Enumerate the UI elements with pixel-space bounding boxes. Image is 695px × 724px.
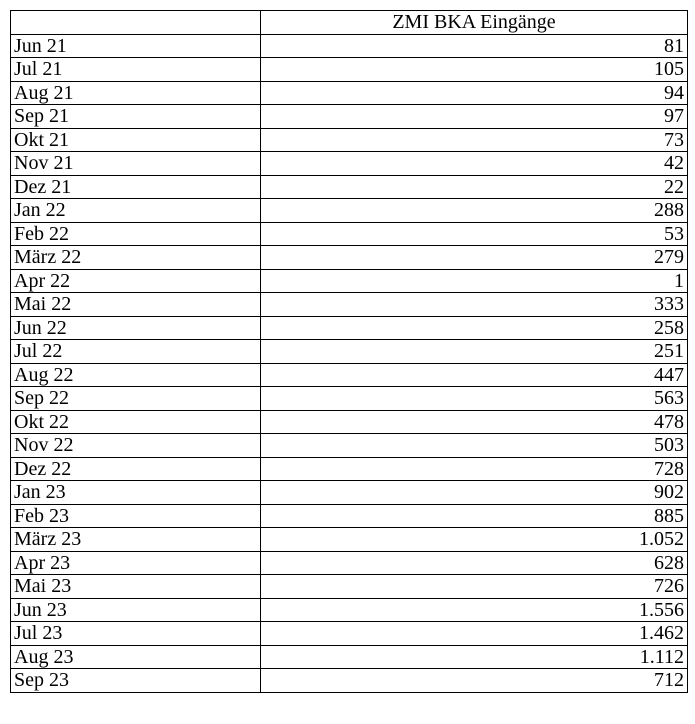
value-cell: 42 xyxy=(261,152,688,176)
value-cell: 563 xyxy=(261,387,688,411)
month-cell: Jun 22 xyxy=(11,316,261,340)
table-header-row xyxy=(11,11,688,35)
header-value-cell: ZMI BKA Eingänge xyxy=(261,11,688,35)
value-cell: 1.462 xyxy=(261,622,688,646)
value-cell: 1.112 xyxy=(261,645,688,669)
table-row xyxy=(11,363,688,387)
value-cell: 81 xyxy=(261,34,688,58)
month-cell: Jun 23 xyxy=(11,598,261,622)
table-row xyxy=(11,152,688,176)
month-cell: Sep 21 xyxy=(11,105,261,129)
value-cell: 712 xyxy=(261,669,688,693)
table-row xyxy=(11,269,688,293)
value-cell: 73 xyxy=(261,128,688,152)
table-row xyxy=(11,622,688,646)
table-row xyxy=(11,669,688,693)
value-cell: 94 xyxy=(261,81,688,105)
month-cell: März 23 xyxy=(11,528,261,552)
value-cell: 503 xyxy=(261,434,688,458)
month-cell: Apr 23 xyxy=(11,551,261,575)
month-cell: Aug 21 xyxy=(11,81,261,105)
value-cell: 728 xyxy=(261,457,688,481)
value-cell: 97 xyxy=(261,105,688,129)
table-row xyxy=(11,199,688,223)
table-row xyxy=(11,128,688,152)
value-cell: 53 xyxy=(261,222,688,246)
table-row xyxy=(11,575,688,599)
table-row xyxy=(11,81,688,105)
table-row xyxy=(11,551,688,575)
table-row xyxy=(11,481,688,505)
table-row xyxy=(11,340,688,364)
table-row xyxy=(11,316,688,340)
value-cell: 22 xyxy=(261,175,688,199)
table-row xyxy=(11,175,688,199)
value-cell: 279 xyxy=(261,246,688,270)
month-cell: Okt 21 xyxy=(11,128,261,152)
value-cell: 288 xyxy=(261,199,688,223)
table-row xyxy=(11,246,688,270)
value-cell: 1.556 xyxy=(261,598,688,622)
month-cell: Dez 22 xyxy=(11,457,261,481)
table-row xyxy=(11,222,688,246)
table-row xyxy=(11,387,688,411)
value-cell: 1 xyxy=(261,269,688,293)
month-cell: Aug 23 xyxy=(11,645,261,669)
month-cell: März 22 xyxy=(11,246,261,270)
month-cell: Jan 23 xyxy=(11,481,261,505)
month-cell: Apr 22 xyxy=(11,269,261,293)
table-row xyxy=(11,410,688,434)
value-cell: 726 xyxy=(261,575,688,599)
table-row xyxy=(11,293,688,317)
value-cell: 902 xyxy=(261,481,688,505)
month-cell: Sep 23 xyxy=(11,669,261,693)
month-cell: Dez 21 xyxy=(11,175,261,199)
month-cell: Jun 21 xyxy=(11,34,261,58)
value-cell: 333 xyxy=(261,293,688,317)
month-cell: Mai 22 xyxy=(11,293,261,317)
month-cell: Okt 22 xyxy=(11,410,261,434)
table-row xyxy=(11,528,688,552)
table-row xyxy=(11,457,688,481)
table-row xyxy=(11,598,688,622)
month-cell: Jul 21 xyxy=(11,58,261,82)
month-cell: Feb 22 xyxy=(11,222,261,246)
month-cell: Aug 22 xyxy=(11,363,261,387)
value-cell: 1.052 xyxy=(261,528,688,552)
month-cell: Nov 22 xyxy=(11,434,261,458)
month-cell: Jul 22 xyxy=(11,340,261,364)
value-cell: 628 xyxy=(261,551,688,575)
table-row xyxy=(11,504,688,528)
table-body xyxy=(11,34,688,692)
table-row xyxy=(11,645,688,669)
value-cell: 478 xyxy=(261,410,688,434)
month-cell: Nov 21 xyxy=(11,152,261,176)
month-cell: Feb 23 xyxy=(11,504,261,528)
value-cell: 105 xyxy=(261,58,688,82)
value-cell: 447 xyxy=(261,363,688,387)
month-cell: Jul 23 xyxy=(11,622,261,646)
table-row xyxy=(11,58,688,82)
month-cell: Sep 22 xyxy=(11,387,261,411)
month-cell: Mai 23 xyxy=(11,575,261,599)
zmi-bka-table xyxy=(10,10,688,693)
value-cell: 251 xyxy=(261,340,688,364)
table-row xyxy=(11,34,688,58)
table-row xyxy=(11,105,688,129)
month-cell: Jan 22 xyxy=(11,199,261,223)
header-month-cell xyxy=(11,11,261,35)
value-cell: 885 xyxy=(261,504,688,528)
table-row xyxy=(11,434,688,458)
value-cell: 258 xyxy=(261,316,688,340)
